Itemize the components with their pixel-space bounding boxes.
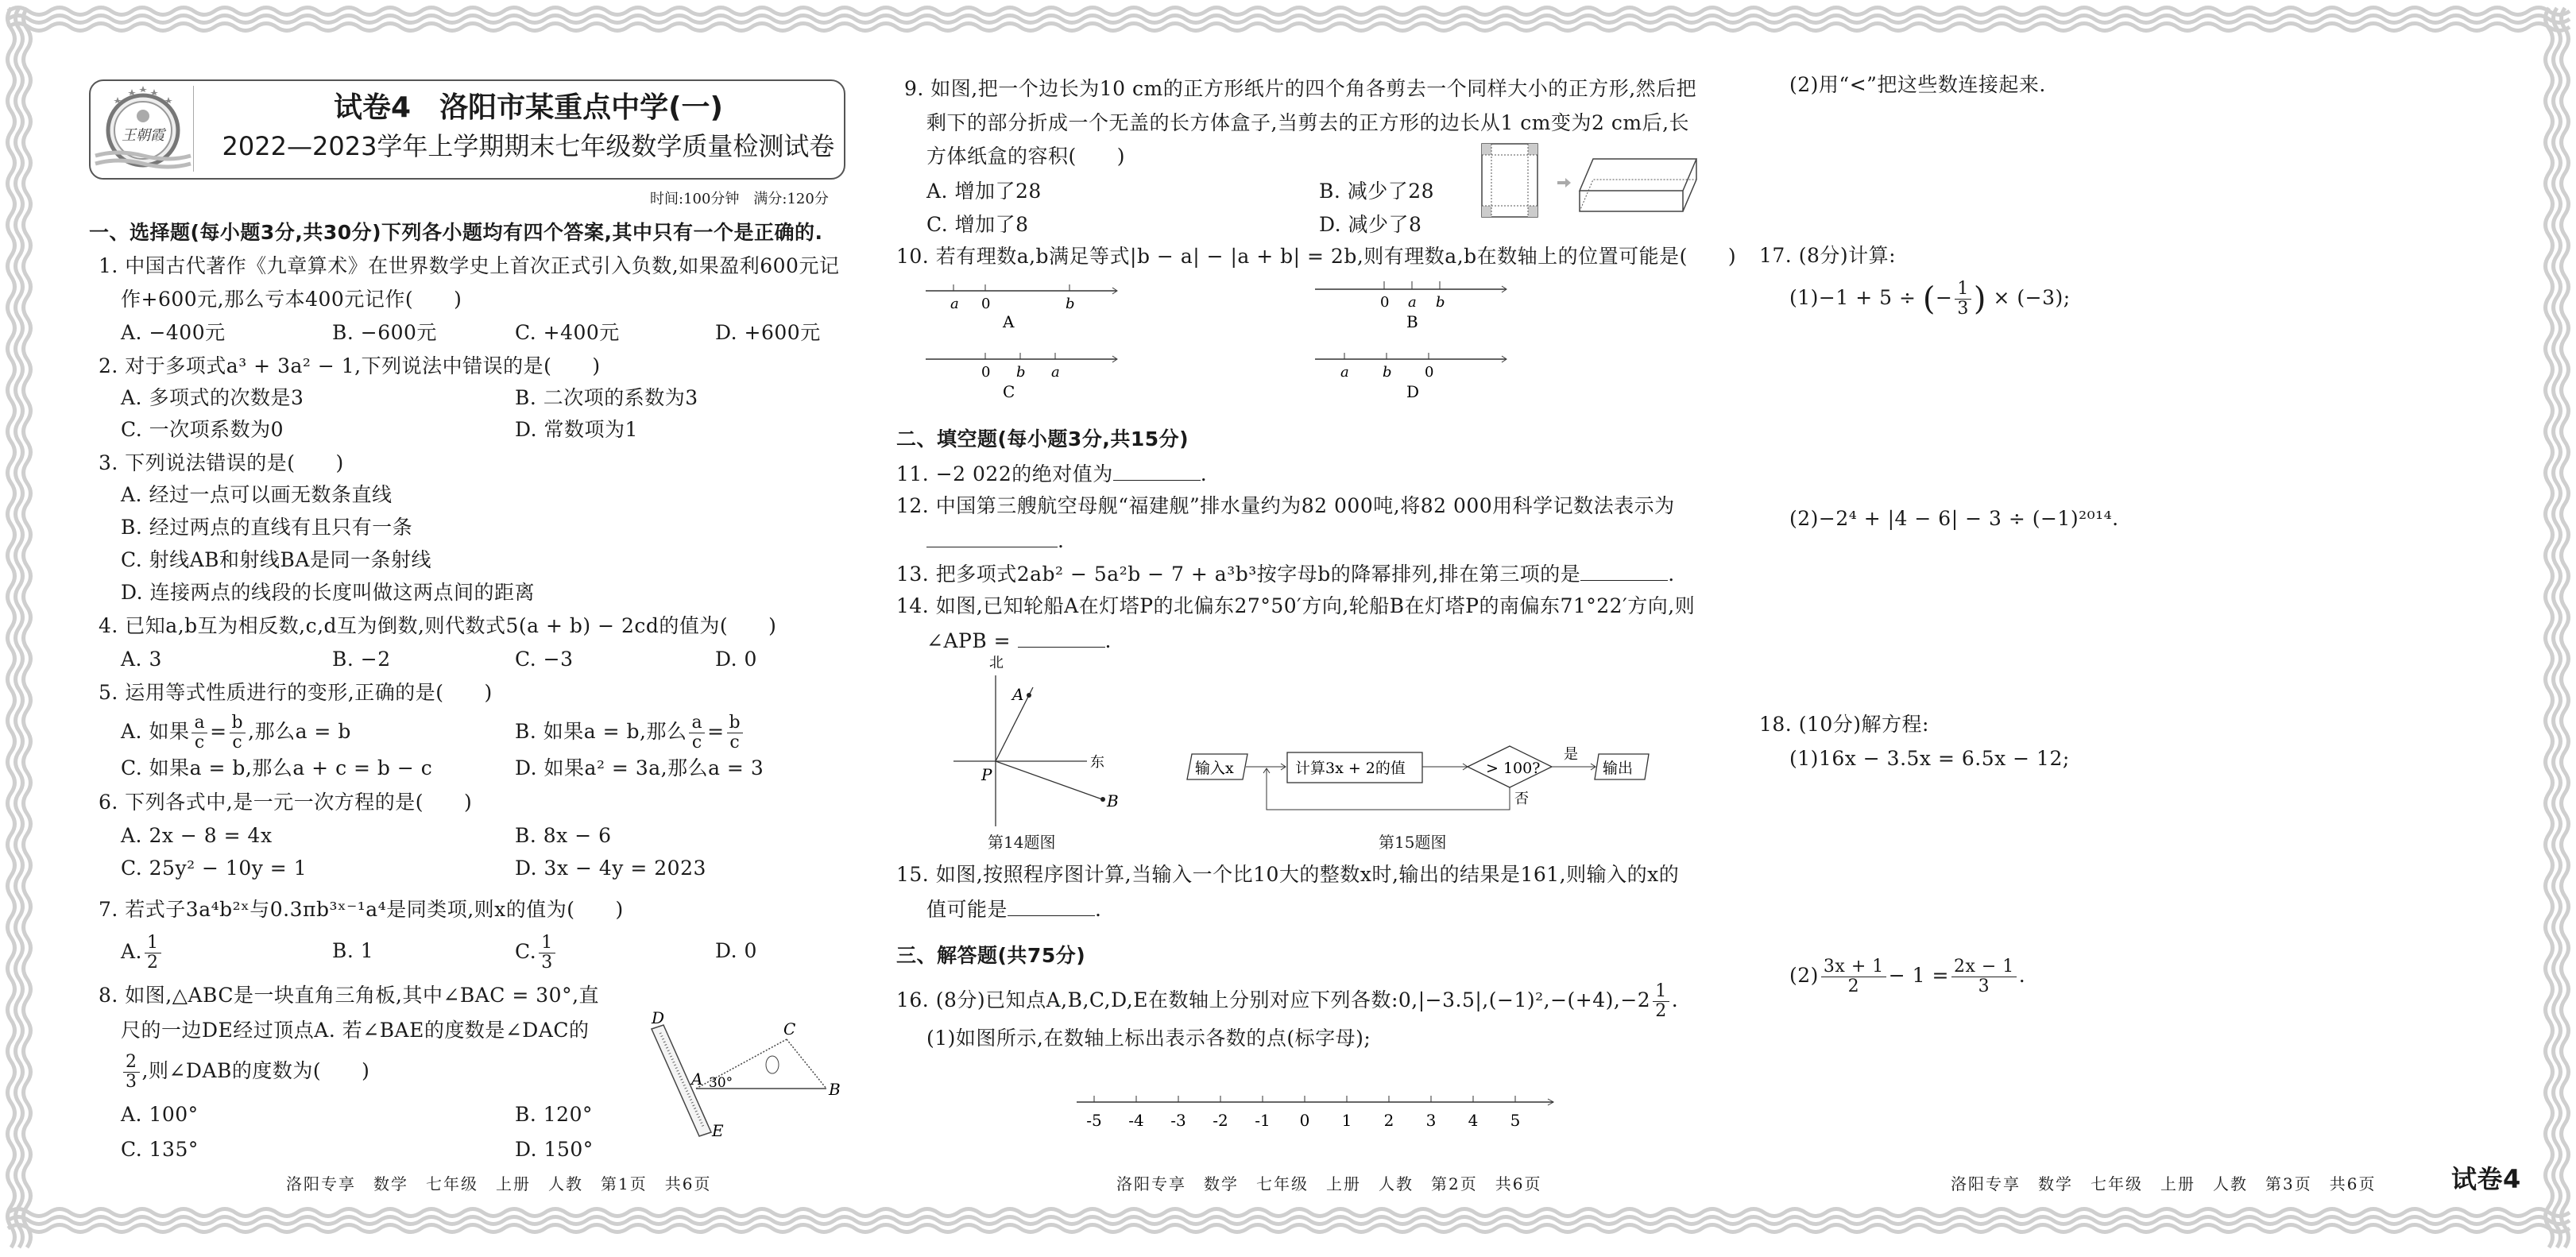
axis-tick-label: 3 [1425, 1111, 1437, 1130]
label-p: P [981, 765, 992, 784]
q3-option-c: C. 射线AB和射线BA是同一条射线 [121, 548, 431, 571]
period: . [1668, 563, 1675, 586]
angle-label: 30° [709, 1075, 733, 1091]
q2-option-a: A. 多项式的次数是3 [121, 386, 304, 409]
footer-page-3: 洛阳专享 数学 七年级 上册 人教 第3页 共6页 [1951, 1174, 2377, 1193]
q2-text: 2. 对于多项式a³ + 3a² − 1,下列说法中错误的是( ) [99, 354, 601, 377]
q4-option-c: C. −3 [515, 648, 574, 671]
corner-exam-label: 试卷4 [2451, 1164, 2521, 1194]
q9-box-figure [1478, 141, 1700, 221]
numerator: 1 [1955, 280, 1971, 300]
period: . [1104, 629, 1112, 652]
q6-option-b: B. 8x − 6 [515, 824, 612, 847]
tick-label: b [1383, 364, 1392, 381]
period: . [1671, 988, 1679, 1011]
equals: = [707, 720, 725, 743]
numerator: 3x + 1 [1821, 957, 1886, 977]
tick-label: a [1340, 364, 1349, 381]
q3-option-d: D. 连接两点的线段的长度叫做这两点间的距离 [121, 581, 536, 604]
option-label: B [1406, 312, 1418, 331]
output-label: 输出 [1603, 760, 1634, 777]
q8-option-c: C. 135° [121, 1138, 199, 1161]
q6-option-d: D. 3x − 4y = 2023 [515, 857, 706, 880]
tick-label: 0 [1425, 364, 1434, 381]
q11-text [896, 459, 1207, 488]
q1-option-c: C. +400元 [515, 321, 620, 344]
border-wave [2546, 8, 2553, 1247]
section-heading-solve: 三、解答题(共75分) [896, 944, 1086, 967]
denominator: c [194, 733, 205, 752]
q5-option-a [121, 714, 351, 752]
yes-label: 是 [1564, 746, 1578, 763]
period: . [1095, 898, 1102, 921]
numberline-c [926, 353, 1117, 401]
q10-text: 10. 若有理数a,b满足等式|b − a| − |a + b| = 2b,则有理数a,b在数轴上的位置可能是( ) [896, 245, 1737, 268]
axis-tick-label: -3 [1170, 1111, 1186, 1130]
q16-part1: (1)如图所示,在数轴上标出表示各数的点(标字母); [926, 1027, 1371, 1050]
q9-text-cont: 剩下的部分折成一个无盖的长方体盒子,当剪去的正方形的边长从1 cm变为2 cm后,长 [926, 111, 1690, 134]
compute-label: 计算3x + 2的值 [1295, 760, 1406, 777]
q5-option-b [515, 714, 745, 752]
q5-option-d: D. 如果a² = 3a,那么a = 3 [515, 756, 764, 779]
border-wave [2554, 8, 2561, 1247]
denominator: 2 [1655, 1001, 1667, 1021]
paren: ( [1922, 280, 1936, 318]
axis-tick-label: 1 [1341, 1111, 1352, 1130]
fraction [145, 934, 161, 973]
label-d: D [652, 1009, 665, 1027]
east-label: 东 [1090, 754, 1104, 771]
q6-option-c: C. 25y² − 10y = 1 [121, 857, 307, 880]
q18-p2-label: (2) [1789, 964, 1819, 987]
q9-option-a: A. 增加了28 [926, 180, 1042, 203]
header-divider [193, 86, 194, 172]
denominator: 3 [1978, 977, 1990, 996]
denominator: 2 [147, 953, 159, 973]
q6-option-a: A. 2x − 8 = 4x [121, 824, 273, 847]
q14-text-cont [926, 626, 1112, 655]
label-e: E [712, 1121, 724, 1140]
denominator: c [232, 733, 243, 752]
period: . [2018, 964, 2026, 987]
axis-tick-label: -4 [1128, 1111, 1144, 1130]
tick-label: 0 [1380, 294, 1390, 311]
tick-label: a [950, 296, 959, 312]
axis-tick-label: 4 [1468, 1111, 1479, 1130]
fraction [1653, 982, 1669, 1021]
border-wave [8, 8, 15, 1247]
period: . [1200, 462, 1208, 485]
q4-option-d: D. 0 [715, 648, 757, 671]
svg-text:王朝霞: 王朝霞 [122, 127, 164, 144]
axis-tick-label: -1 [1255, 1111, 1271, 1130]
q9-option-c: C. 增加了8 [926, 213, 1029, 236]
fraction [539, 934, 555, 973]
q1-option-a: A. −400元 [121, 321, 226, 344]
q16-part2: (2)用“<”把这些数连接起来. [1789, 73, 2046, 96]
q3-option-a: A. 经过一点可以画无数条直线 [121, 483, 393, 506]
equals: = [210, 720, 227, 743]
section-heading-choice: 一、选择题(每小题3分,共30分)下列各小题均有四个答案,其中只有一个是正确的. [89, 221, 823, 244]
numerator: 1 [145, 934, 161, 953]
border-wave [2562, 8, 2569, 1247]
fraction [230, 714, 246, 752]
numerator: a [191, 714, 207, 733]
label-b: B [1107, 791, 1119, 810]
denominator: c [691, 733, 702, 752]
q1-text: 1. 中国古代著作《九章算术》在世界数学史上首次正式引入负数,如果盈利600元记 [99, 254, 840, 277]
option-label: C [1003, 382, 1015, 401]
north-label: 北 [989, 656, 1004, 671]
q9-text: 9. 如图,把一个边长为10 cm的正方形纸片的四个角各剪去一个同样大小的正方形,然后把 [904, 77, 1697, 100]
tick-label: b [1016, 364, 1026, 381]
axis-tick-label: 0 [1299, 1111, 1310, 1130]
answer-blank[interactable] [1580, 559, 1668, 581]
section-heading-fill: 二、填空题(每小题3分,共15分) [896, 427, 1189, 451]
q7-text: 7. 若式子3a⁴b²ˣ与0.3πb³ˣ⁻¹a⁴是同类项,则x的值为( ) [99, 898, 624, 921]
axis-tick-label: 2 [1383, 1111, 1394, 1130]
denominator: 3 [126, 1072, 137, 1092]
tick-label: b [1066, 296, 1075, 312]
numerator: 2 [123, 1053, 140, 1073]
q2-option-c: C. 一次项系数为0 [121, 418, 284, 441]
q15-figure-caption: 第15题图 [1379, 833, 1447, 852]
q13-stem: 13. 把多项式2ab² − 5a²b − 7 + a³b³按字母b的降幂排列,排在第三项的是 [896, 563, 1581, 586]
fraction [727, 714, 744, 752]
minus-sign: − [1935, 286, 1953, 309]
tick-label: a [1408, 294, 1417, 311]
q4-option-a: A. 3 [121, 648, 162, 671]
denominator: 3 [1957, 299, 1969, 319]
q18-text: 18. (10分)解方程: [1759, 713, 1929, 736]
q18-middle: − 1 = [1888, 964, 1949, 987]
q8-option-b: B. 120° [515, 1103, 593, 1126]
q15-stem: 值可能是 [926, 898, 1008, 921]
footer-page-2: 洛阳专享 数学 七年级 上册 人教 第2页 共6页 [1116, 1174, 1542, 1193]
label-c: C [783, 1019, 796, 1038]
numberline-a [926, 284, 1117, 331]
denominator: 3 [541, 953, 553, 973]
q5-option-c: C. 如果a = b,那么a + c = b − c [121, 756, 433, 779]
q16-number-line [1073, 1093, 1565, 1140]
axis-tick-label: -5 [1086, 1111, 1102, 1130]
q3-text: 3. 下列说法错误的是( ) [99, 451, 344, 474]
border-wave [16, 8, 23, 1247]
fraction [689, 714, 705, 752]
exam-meta: 时间:100分钟 满分:120分 [650, 191, 829, 207]
q8-text-cont2 [121, 1053, 369, 1092]
numerator: 1 [539, 934, 555, 953]
page-subtitle: 2022—2023学年上学期期末七年级数学质量检测试卷 [222, 131, 835, 161]
q11-stem: 11. −2 022的绝对值为 [896, 462, 1113, 485]
denominator: 2 [1847, 977, 1860, 996]
q2-option-b: B. 二次项的系数为3 [515, 386, 698, 409]
q5-a-prefix: A. 如果 [121, 720, 190, 743]
q12-blank-line [926, 526, 1064, 555]
label-b: B [829, 1080, 841, 1099]
fraction [191, 714, 207, 752]
q17-p1-tail: × (−3); [1993, 286, 2071, 309]
q14-figure-caption: 第14题图 [988, 833, 1056, 852]
border-wave [24, 8, 31, 1247]
option-label: D [1406, 382, 1420, 401]
option-label: A [1003, 312, 1015, 331]
tick-label: b [1436, 294, 1445, 311]
numerator: 1 [1653, 982, 1669, 1002]
q14-stem: ∠APB = [926, 629, 1011, 652]
period: . [1058, 529, 1065, 552]
axis-tick-label: -2 [1213, 1111, 1228, 1130]
q10-number-lines [922, 278, 1557, 405]
q18-part2 [1789, 957, 2025, 996]
q1-text-cont: 作+600元,那么亏本400元记作( ) [121, 288, 462, 311]
q7-option-d: D. 0 [715, 939, 757, 962]
numerator: a [689, 714, 705, 733]
fraction [1955, 280, 1971, 319]
tick-label: a [1051, 364, 1060, 381]
q2-option-d: D. 常数项为1 [515, 418, 638, 441]
q18-part1: (1)16x − 3.5x = 6.5x − 12; [1789, 747, 2070, 770]
q7-option-a [121, 934, 164, 973]
q4-option-b: B. −2 [332, 648, 391, 671]
q8-text: 8. 如图,△ABC是一块直角三角板,其中∠BAC = 30°,直 [99, 984, 600, 1007]
q16-text [896, 982, 1678, 1021]
q5-a-suffix: ,那么a = b [248, 720, 351, 743]
fraction [1821, 957, 1886, 996]
q17-p1-stem: (1)−1 + 5 ÷ [1789, 286, 1917, 309]
page-title: 试卷4 洛阳市某重点中学(一) [334, 91, 723, 124]
answer-blank[interactable] [1008, 895, 1095, 916]
q15-text-cont [926, 895, 1101, 923]
denominator: c [729, 733, 741, 752]
q8-text-cont: 尺的一边DE经过顶点A. 若∠BAE的度数是∠DAC的 [121, 1019, 590, 1042]
q4-text: 4. 已知a,b互为相反数,c,d互为倒数,则代数式5(a + b) − 2cd的值为( ) [99, 614, 777, 637]
axis-tick-label: 5 [1510, 1111, 1521, 1130]
label-a: A [1012, 685, 1024, 704]
q8-ruler-triangle-figure [636, 1009, 858, 1152]
q13-text [896, 559, 1675, 588]
fraction [123, 1053, 140, 1092]
q7-option-c [515, 934, 558, 973]
answer-blank[interactable] [926, 526, 1058, 547]
tick-label: 0 [981, 296, 991, 312]
q16-stem: 16. (8分)已知点A,B,C,D,E在数轴上分别对应下列各数:0,|−3.5|,(−1)²,−(+4),−2 [896, 988, 1651, 1011]
numerator: b [727, 714, 744, 733]
input-label: 输入x [1195, 760, 1234, 777]
numberline-b [1315, 281, 1507, 331]
answer-blank[interactable] [1018, 626, 1105, 648]
option-label: A. [121, 940, 143, 963]
fraction [1951, 957, 2017, 996]
numerator: 2x − 1 [1951, 957, 2017, 977]
q17-text: 17. (8分)计算: [1759, 244, 1897, 267]
q6-text: 6. 下列各式中,是一元一次方程的是( ) [99, 791, 473, 814]
q12-text: 12. 中国第三艘航空母舰“福建舰”排水量约为82 000吨,将82 000用科学记数法表示为 [896, 494, 1675, 517]
q7-option-b: B. 1 [332, 939, 374, 962]
q14-text: 14. 如图,已知轮船A在灯塔P的北偏东27°50′方向,轮船B在灯塔P的南偏东71°22′方向,则 [896, 594, 1696, 617]
condition-label: > 100? [1486, 760, 1541, 777]
q15-text: 15. 如图,按照程序图计算,当输入一个比10大的整数x时,输出的结果是161,则输入的x的 [896, 863, 1680, 886]
tick-label: 0 [981, 364, 991, 381]
q8-option-a: A. 100° [121, 1103, 199, 1126]
q8-option-d: D. 150° [515, 1138, 594, 1161]
paren: ) [1973, 280, 1987, 318]
q8-tail: ,则∠DAB的度数为( ) [141, 1059, 370, 1082]
q9-option-d: D. 减少了8 [1319, 213, 1422, 236]
footer-page-1: 洛阳专享 数学 七年级 上册 人教 第1页 共6页 [286, 1174, 712, 1193]
numerator: b [230, 714, 246, 733]
arrow-right-icon [1557, 178, 1571, 188]
q3-option-b: B. 经过两点的直线有且只有一条 [121, 516, 413, 539]
numberline-d [1315, 353, 1507, 401]
q9-option-b: B. 减少了28 [1319, 180, 1435, 203]
q15-flowchart [1184, 743, 1661, 814]
logo-seal-icon [94, 83, 192, 173]
q5-text: 5. 运用等式性质进行的变形,正确的是( ) [99, 681, 493, 704]
label-a: A [691, 1069, 703, 1089]
q1-option-d: D. +600元 [715, 321, 821, 344]
no-label: 否 [1514, 791, 1529, 807]
q17-part2: (2)−2⁴ + |4 − 6| − 3 ÷ (−1)²⁰¹⁴. [1789, 507, 2119, 530]
q5-b-prefix: B. 如果a = b,那么 [515, 720, 687, 743]
q1-option-b: B. −600元 [332, 321, 437, 344]
option-label: C. [515, 940, 537, 963]
q9-text-cont2: 方体纸盒的容积( ) [926, 145, 1126, 168]
q14-compass-figure [946, 656, 1128, 830]
answer-blank[interactable] [1113, 459, 1201, 481]
q17-part1 [1789, 280, 2071, 319]
